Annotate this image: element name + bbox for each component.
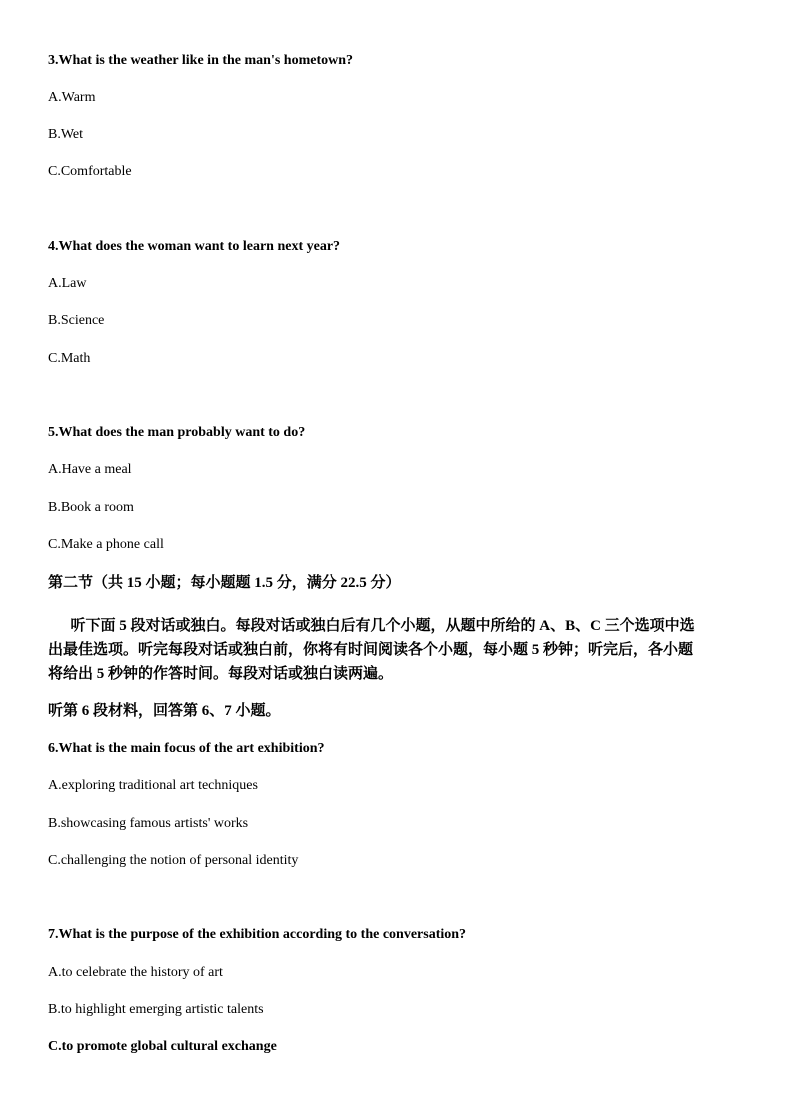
q7-option-c: C.to promote global cultural exchange: [48, 1039, 277, 1054]
q6-option-c: C.challenging the notion of personal identity: [48, 853, 299, 868]
q7-option-b: B.to highlight emerging artistic talents: [48, 1002, 264, 1017]
instructions-line-2: 出最佳选项。听完每段对话或独白前，你将有时间阅读各个小题，每小题 5 秒钟；听完后，各小题: [48, 642, 694, 658]
q3-option-b: B.Wet: [48, 127, 84, 142]
question-5: 5.What does the man probably want to do?: [48, 425, 306, 440]
q5-option-b: B.Book a room: [48, 500, 134, 515]
question-3: 3.What is the weather like in the man's hometown?: [48, 53, 354, 68]
q6-option-b: B.showcasing famous artists' works: [48, 816, 249, 831]
question-6: 6.What is the main focus of the art exhibition?: [48, 741, 325, 756]
section-2-instructions: [48, 614, 748, 686]
q5-option-c: C.Make a phone call: [48, 537, 164, 552]
material-note: 听第 6 段材料，回答第 6、7 小题。: [48, 703, 281, 719]
q3-option-c: C.Comfortable: [48, 164, 132, 179]
question-7: 7.What is the purpose of the exhibition according to the conversation?: [48, 927, 467, 942]
q4-option-c: C.Math: [48, 351, 91, 366]
q4-option-a: A.Law: [48, 276, 87, 291]
q5-option-a: A.Have a meal: [48, 462, 132, 477]
q6-option-a: A.exploring traditional art techniques: [48, 778, 258, 793]
q3-option-a: A.Warm: [48, 90, 96, 105]
instructions-line-3: 将给出 5 秒钟的作答时间。每段对话或独白读两遍。: [48, 666, 394, 682]
question-4: 4.What does the woman want to learn next year?: [48, 239, 341, 254]
q4-option-b: B.Science: [48, 313, 105, 328]
instructions-line-1: 听下面 5 段对话或独白。每段对话或独白后有几个小题，从题中所给的 A、B、C 三个选项中选: [48, 618, 695, 634]
q7-option-a: A.to celebrate the history of art: [48, 965, 223, 980]
section-2-heading: 第二节（共 15 小题；每小题题 1.5 分，满分 22.5 分）: [48, 575, 401, 591]
